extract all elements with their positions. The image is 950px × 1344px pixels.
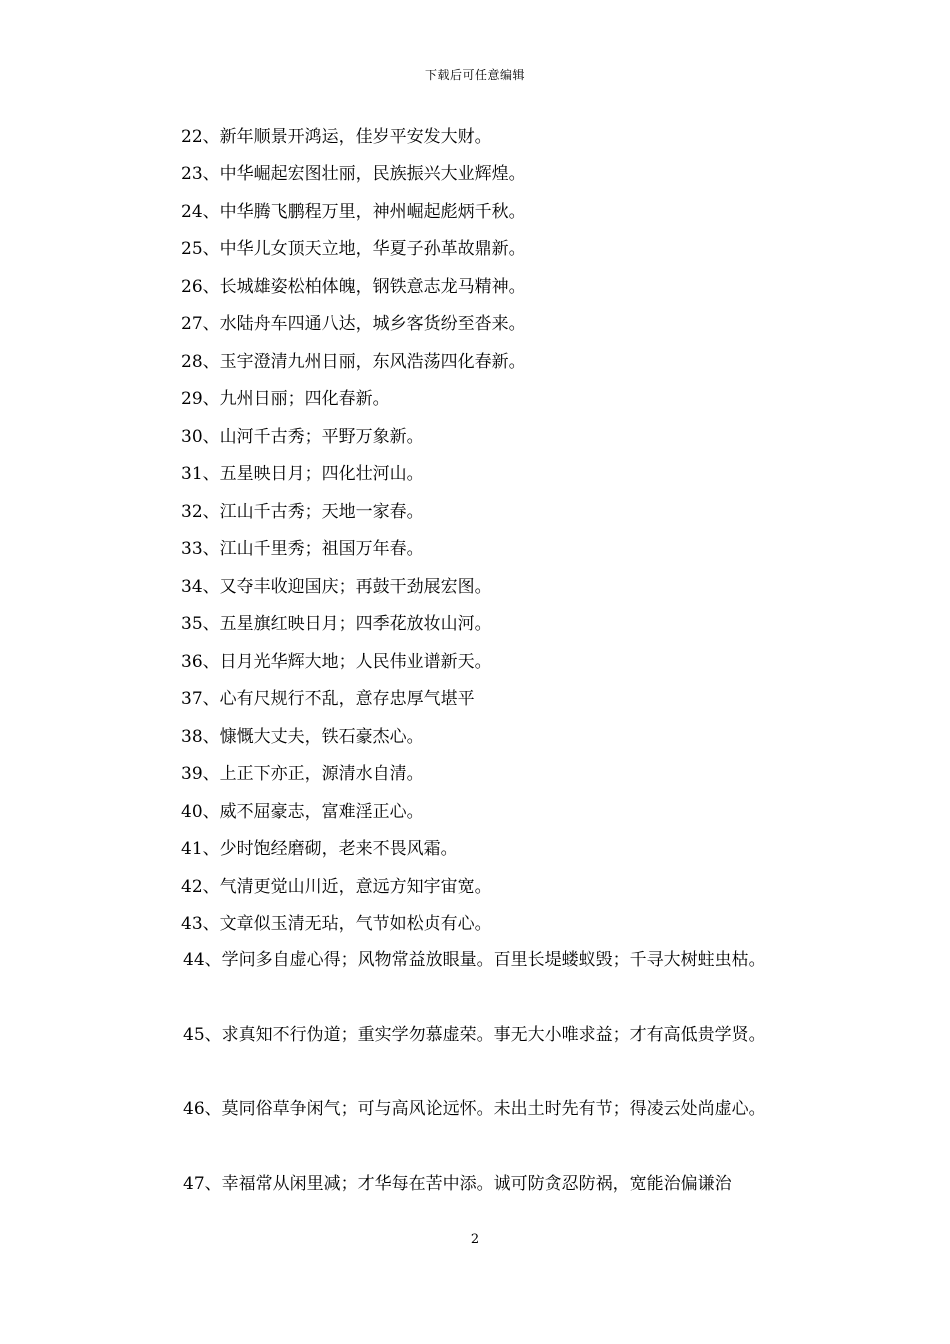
couplet-line: 38、慷慨大丈夫，铁石豪杰心。 xyxy=(181,727,424,747)
couplet-paragraph: 47、幸福常从闲里减；才华每在苦中添。诚可防贪忍防祸，宽能治偏谦治 xyxy=(183,1174,732,1194)
couplet-line: 26、长城雄姿松柏体魄，钢铁意志龙马精神。 xyxy=(181,277,526,297)
couplet-line: 41、少时饱经磨砌，老来不畏风霜。 xyxy=(181,839,458,859)
page-number: 2 xyxy=(470,1232,480,1247)
couplet-line: 22、新年顺景开鸿运，佳岁平安发大财。 xyxy=(181,127,492,147)
couplet-line: 42、气清更觉山川近，意远方知宇宙宽。 xyxy=(181,877,492,897)
couplet-paragraph: 44、学问多自虚心得；风物常益放眼量。百里长堤蝼蚁毁；千寻大树蛀虫枯。 xyxy=(183,950,766,970)
couplet-line: 27、水陆舟车四通八达，城乡客货纷至沓来。 xyxy=(181,314,526,334)
couplet-line: 34、又夺丰收迎国庆；再鼓干劲展宏图。 xyxy=(181,577,492,597)
couplet-line: 40、威不屈豪志，富难淫正心。 xyxy=(181,802,424,822)
couplet-paragraph: 46、莫同俗草争闲气；可与高风论远怀。未出土时先有节；得凌云处尚虚心。 xyxy=(183,1099,766,1119)
couplet-line: 33、江山千里秀；祖国万年春。 xyxy=(181,539,424,559)
couplet-line: 39、上正下亦正，源清水自清。 xyxy=(181,764,424,784)
couplet-line: 23、中华崛起宏图壮丽，民族振兴大业辉煌。 xyxy=(181,164,526,184)
couplet-line: 36、日月光华辉大地；人民伟业谱新天。 xyxy=(181,652,492,672)
couplet-paragraph: 45、求真知不行伪道；重实学勿慕虚荣。事无大小唯求益；才有高低贵学贤。 xyxy=(183,1025,766,1045)
page-header: 下载后可任意编辑 xyxy=(424,68,525,82)
couplet-line: 37、心有尺规行不乱，意存忠厚气堪平 xyxy=(181,689,475,709)
couplet-line: 35、五星旗红映日月；四季花放妆山河。 xyxy=(181,614,492,634)
couplet-line: 30、山河千古秀；平野万象新。 xyxy=(181,427,424,447)
couplet-line: 31、五星映日月；四化壮河山。 xyxy=(181,464,424,484)
couplet-line: 43、文章似玉清无玷，气节如松贞有心。 xyxy=(181,914,492,934)
couplet-line: 25、中华儿女顶天立地，华夏子孙革故鼎新。 xyxy=(181,239,526,259)
couplet-line: 29、九州日丽；四化春新。 xyxy=(181,389,390,409)
couplet-line: 24、中华腾飞鹏程万里，神州崛起彪炳千秋。 xyxy=(181,202,526,222)
couplet-line: 32、江山千古秀；天地一家春。 xyxy=(181,502,424,522)
couplet-line: 28、玉宇澄清九州日丽，东风浩荡四化春新。 xyxy=(181,352,526,372)
